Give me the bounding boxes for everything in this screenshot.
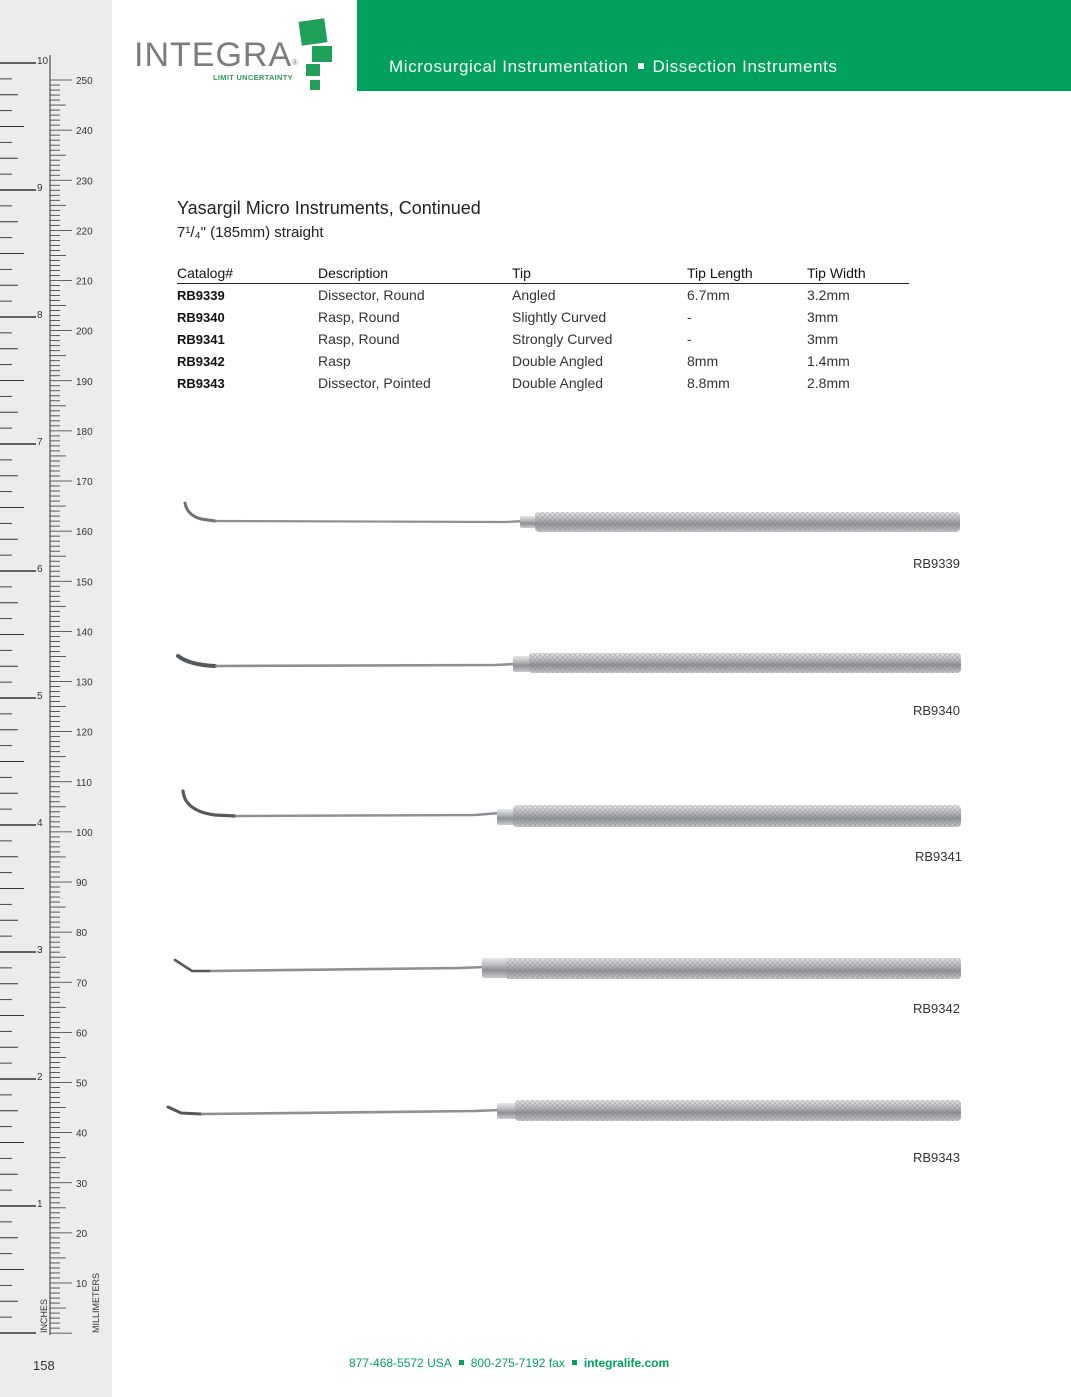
cell-description: Dissector, Round [318, 287, 425, 303]
footer-bullet [459, 1360, 464, 1365]
cell-description: Rasp [318, 353, 351, 369]
instrument-label: RB9339 [913, 556, 960, 571]
header-category: Microsurgical Instrumentation [389, 57, 629, 76]
header-tip-width: Tip Width [807, 263, 909, 284]
cell-tip-length: 8.8mm [687, 375, 730, 391]
instrument-label: RB9343 [913, 1150, 960, 1165]
ruler-inch-label: 9 [37, 183, 43, 194]
ruler-mm-label: 170 [76, 477, 93, 488]
ruler-inch-label: 3 [37, 945, 43, 956]
ruler-mm-label: 70 [76, 978, 88, 990]
footer-bullet [572, 1360, 577, 1365]
cell-catalog: RB9339 [177, 287, 225, 303]
header-band [357, 0, 1071, 91]
ruler-mm-label: 20 [76, 1228, 88, 1240]
cell-tip-width: 1.4mm [807, 353, 850, 369]
measuring-ruler [0, 0, 112, 1397]
ruler-inch-label: 8 [37, 310, 43, 321]
integra-logo [134, 18, 344, 93]
cell-tip-width: 2.8mm [807, 375, 850, 391]
ruler-mm-label: 150 [76, 577, 93, 589]
cell-tip-width: 3mm [807, 309, 839, 325]
cell-tip-width: 3.2mm [807, 287, 850, 303]
ruler-mm-label: 250 [76, 76, 93, 87]
table-row [177, 372, 909, 394]
logo-square-large [298, 18, 327, 45]
specification-table [177, 263, 909, 394]
section-subtitle: 7¹/₄" (185mm) straight [177, 224, 324, 241]
instrument-label: RB9340 [913, 703, 960, 718]
header-description: Description [318, 263, 512, 284]
ruler-mm-label: 140 [76, 627, 93, 639]
cell-catalog: RB9343 [177, 375, 225, 391]
ruler-mm-label: 180 [76, 426, 93, 438]
logo-square-mid [312, 46, 332, 62]
cell-catalog: RB9342 [177, 353, 225, 369]
ruler-mm-label: 240 [76, 126, 93, 138]
ruler-inch-label: 5 [37, 691, 43, 702]
footer-fax: 800-275-7192 fax [470, 1356, 565, 1370]
ruler-mm-label: 210 [76, 276, 93, 288]
cell-tip: Slightly Curved [512, 309, 607, 325]
header-tip: Tip [512, 263, 687, 284]
logo-registered-mark: ® [292, 58, 298, 67]
cell-tip: Double Angled [512, 353, 604, 369]
logo-square-tiny [310, 80, 320, 90]
ruler-mm-label: 200 [76, 326, 93, 338]
section-title: Yasargil Micro Instruments, Continued [177, 198, 481, 218]
table-row [177, 284, 909, 307]
table-header-row [177, 263, 909, 284]
cell-tip-length: - [687, 309, 692, 325]
cell-catalog: RB9340 [177, 309, 225, 325]
footer-phone: 877-468-5572 USA [349, 1356, 452, 1370]
ruler-inch-label: 10 [37, 56, 49, 67]
cell-tip: Double Angled [512, 375, 604, 391]
ruler-mm-label: 120 [76, 727, 93, 739]
ruler-mm-label: 10 [76, 1279, 88, 1290]
header-subcategory: Dissection Instruments [652, 57, 838, 76]
ruler-mm-label: 40 [76, 1128, 88, 1140]
ruler-mm-label: 90 [76, 878, 88, 889]
ruler-inch-label: 7 [37, 437, 43, 448]
logo-tagline: LIMIT UNCERTAINTY [213, 73, 293, 82]
header-bullet [638, 63, 644, 69]
table-row [177, 306, 909, 328]
ruler-inch-label: 4 [37, 818, 43, 829]
page-number: 158 [33, 1358, 55, 1373]
cell-catalog: RB9341 [177, 331, 225, 347]
cell-tip-length: 6.7mm [687, 287, 730, 303]
ruler-mm-label: 110 [76, 777, 92, 789]
ruler-inch-label: 2 [37, 1072, 43, 1083]
cell-description: Rasp, Round [318, 309, 400, 325]
ruler-mm-label: 80 [76, 928, 88, 940]
table-row [177, 350, 909, 372]
ruler-inches-caption: INCHES [39, 1298, 49, 1333]
ruler-mm-label: 100 [76, 827, 93, 839]
table-row [177, 328, 909, 350]
instrument-rb9343-image [165, 1093, 970, 1133]
instrument-rb9342-image [170, 950, 970, 990]
header-breadcrumb [389, 57, 838, 77]
ruler-mm-label: 130 [76, 677, 93, 689]
header-catalog: Catalog# [177, 263, 318, 284]
ruler-mm-label: 220 [76, 226, 93, 238]
cell-description: Dissector, Pointed [318, 375, 431, 391]
instrument-label: RB9342 [913, 1001, 960, 1016]
ruler-mm-label: 230 [76, 176, 93, 188]
ruler-mm-label: 50 [76, 1078, 88, 1090]
cell-tip: Angled [512, 287, 556, 303]
ruler-mm-label: 30 [76, 1178, 88, 1190]
ruler-mm-label: 190 [76, 376, 93, 388]
footer-website-link[interactable]: integralife.com [583, 1356, 670, 1370]
logo-square-small [306, 64, 320, 76]
ruler-inch-label: 1 [37, 1199, 43, 1210]
cell-tip-width: 3mm [807, 331, 839, 347]
ruler-mm-label: 160 [76, 527, 93, 539]
ruler-millimeters-caption: MILLIMETERS [91, 1272, 101, 1333]
footer-contact [349, 1356, 669, 1370]
instrument-rb9339-image [175, 495, 970, 540]
ruler-inch-label: 6 [37, 564, 43, 575]
ruler-mm-label: 60 [76, 1028, 88, 1040]
cell-tip-length: - [687, 331, 692, 347]
ruler-graphic [0, 0, 112, 1397]
cell-tip-length: 8mm [687, 353, 719, 369]
instrument-label: RB9341 [915, 849, 962, 864]
instrument-rb9341-image [175, 785, 970, 835]
header-tip-length: Tip Length [687, 263, 807, 284]
logo-wordmark: INTEGRA [134, 36, 293, 74]
instrument-rb9340-image [175, 645, 970, 690]
cell-tip: Strongly Curved [512, 331, 613, 347]
cell-description: Rasp, Round [318, 331, 400, 347]
